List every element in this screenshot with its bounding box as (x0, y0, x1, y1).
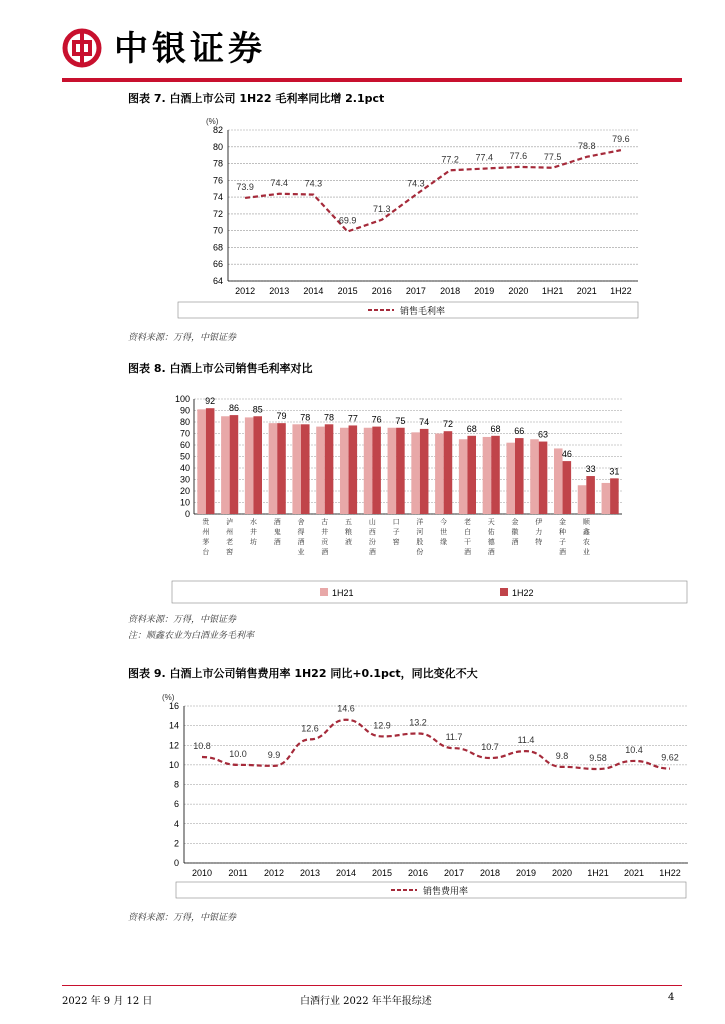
x-tick-label: 顺鑫农业 (582, 519, 590, 556)
bar-1h22 (563, 461, 572, 514)
y-tick-label: 10 (168, 759, 179, 770)
bar-1h21 (435, 434, 444, 515)
y-tick-label: 70 (179, 428, 190, 439)
bar-1h22 (420, 429, 429, 514)
page-number: 4 (668, 992, 675, 1003)
data-label: 11.4 (517, 735, 535, 746)
x-tick-label: 1H21 (541, 286, 564, 296)
legend-swatch-1h21 (320, 588, 328, 596)
data-label: 13.2 (409, 717, 427, 728)
bar-1h22 (372, 427, 381, 514)
brand-name: 中银证券 (114, 29, 266, 69)
data-label: 73.9 (236, 181, 254, 192)
bar-1h22 (610, 478, 619, 514)
bar-1h22 (253, 416, 262, 514)
bar-1h22 (277, 423, 286, 514)
data-label: 76 (371, 414, 382, 425)
data-label: 78 (324, 412, 335, 423)
data-label: 74.3 (407, 178, 425, 189)
bar-1h22 (491, 436, 500, 514)
x-tick-label: 洋河股份 (416, 519, 424, 556)
bar-1h22 (467, 436, 476, 514)
y-tick-label: 50 (179, 451, 190, 462)
figure-8-title: 图表 8. 白酒上市公司销售毛利率对比 (128, 362, 313, 375)
y-tick-label: 68 (212, 242, 223, 253)
legend-label: 销售毛利率 (400, 306, 446, 316)
data-label: 9.9 (267, 749, 281, 760)
x-tick-label: 2015 (371, 868, 393, 878)
data-label: 77 (347, 413, 358, 424)
legend-box (172, 581, 687, 603)
figure-7-source: 资料来源：万得，中银证券 (128, 333, 237, 343)
bar-1h22 (396, 428, 405, 514)
x-tick-label: 金徽酒 (511, 519, 519, 546)
data-label: 77.5 (543, 151, 562, 162)
bar-1h22 (586, 476, 595, 514)
x-tick-label: 2020 (551, 868, 573, 878)
data-label: 69.9 (338, 215, 357, 226)
x-tick-label: 2021 (576, 286, 597, 296)
data-label: 14.6 (337, 703, 355, 714)
bar-1h22 (539, 442, 548, 514)
y-tick-label: 66 (212, 259, 223, 270)
bar-1h22 (349, 425, 358, 514)
x-tick-label: 2019 (515, 868, 537, 878)
data-label: 9.8 (555, 750, 569, 761)
bar-1h22 (301, 424, 310, 514)
x-tick-label: 山西汾酒 (368, 519, 376, 556)
x-tick-label: 2013 (299, 868, 321, 878)
chart-gross-margin-trend (172, 112, 642, 324)
data-label: 92 (205, 396, 216, 407)
data-label: 10.7 (481, 742, 499, 753)
data-label: 10.4 (625, 744, 643, 755)
x-tick-label: 2013 (269, 286, 290, 296)
bar-1h21 (411, 432, 420, 514)
chart-gross-margin-comparison (170, 385, 690, 607)
y-tick-label: 0 (173, 858, 179, 868)
y-unit-label: (%) (162, 693, 175, 702)
y-tick-label: 10 (179, 497, 190, 508)
x-tick-label: 2017 (443, 868, 465, 878)
data-label: 31 (609, 466, 620, 477)
y-tick-label: 76 (212, 175, 223, 186)
figure-9-source: 资料来源：万得，中银证券 (128, 913, 237, 923)
data-label: 74.3 (304, 178, 323, 189)
y-tick-label: 0 (184, 509, 190, 519)
bar-1h22 (444, 431, 453, 514)
footer-doc-title: 白酒行业 2022 年半年报综述 (300, 996, 432, 1007)
bar-1h22 (206, 408, 215, 514)
data-label: 11.7 (445, 732, 463, 743)
x-tick-label: 2012 (235, 286, 256, 296)
bar-1h21 (506, 443, 515, 514)
x-tick-label: 2012 (263, 868, 285, 878)
data-label: 12.6 (301, 723, 319, 734)
data-label: 71.3 (372, 203, 391, 214)
figure-8-note: 注：顺鑫农业为白酒业务毛利率 (128, 631, 255, 641)
series-line (245, 150, 621, 231)
y-tick-label: 14 (168, 720, 179, 731)
data-label: 74 (419, 416, 430, 427)
y-tick-label: 70 (212, 225, 223, 236)
bar-1h22 (325, 424, 334, 514)
y-tick-label: 12 (168, 740, 179, 751)
header-rule (62, 78, 682, 82)
legend-label-1h22: 1H22 (512, 588, 534, 598)
data-label: 79.6 (612, 134, 630, 145)
bar-1h21 (340, 428, 349, 514)
bar-1h21 (364, 428, 373, 514)
y-tick-label: 90 (179, 405, 190, 416)
bar-1h21 (316, 427, 325, 514)
x-tick-label: 2014 (335, 868, 357, 878)
report-header (62, 28, 682, 78)
footer-rule (62, 985, 682, 986)
bar-1h21 (197, 409, 206, 514)
bar-1h21 (459, 439, 468, 514)
data-label: 77.2 (441, 154, 459, 165)
y-tick-label: 6 (173, 799, 179, 810)
x-tick-label: 2019 (474, 286, 495, 296)
bar-1h21 (602, 483, 611, 514)
x-tick-label: 口子窖 (392, 519, 400, 546)
x-tick-label: 今世缘 (440, 519, 448, 546)
bank-of-china-logo-icon (62, 28, 102, 68)
data-label: 10.8 (193, 741, 211, 752)
x-tick-label: 2018 (479, 868, 501, 878)
x-tick-label: 2015 (337, 286, 358, 296)
y-tick-label: 40 (179, 463, 190, 473)
data-label: 63 (538, 429, 549, 440)
data-label: 9.58 (589, 752, 607, 763)
y-unit-label: (%) (206, 117, 219, 126)
data-label: 72 (442, 419, 453, 430)
x-tick-label: 老白干酒 (463, 519, 471, 556)
bar-1h21 (483, 437, 492, 514)
data-label: 10.0 (229, 748, 247, 759)
bar-1h22 (230, 415, 239, 514)
x-tick-label: 2016 (371, 286, 392, 296)
legend-label: 销售费用率 (423, 886, 469, 896)
y-tick-label: 78 (212, 158, 223, 169)
data-label: 46 (561, 449, 572, 460)
x-tick-label: 古井贡酒 (321, 519, 329, 556)
y-tick-label: 72 (212, 208, 223, 219)
y-tick-label: 74 (212, 192, 223, 203)
x-tick-label: 2014 (303, 286, 324, 296)
data-label: 79 (276, 411, 287, 422)
data-label: 75 (395, 415, 406, 426)
bar-1h21 (388, 428, 397, 514)
y-tick-label: 16 (168, 701, 179, 711)
x-tick-label: 2016 (407, 868, 429, 878)
figure-8-source: 资料来源：万得，中银证券 (128, 615, 237, 625)
y-tick-label: 82 (212, 125, 223, 135)
data-label: 77.4 (475, 152, 494, 163)
data-label: 78.8 (577, 140, 596, 151)
x-tick-label: 水井坊 (249, 519, 257, 546)
x-tick-label: 1H21 (587, 868, 609, 878)
y-tick-label: 60 (179, 440, 190, 450)
data-label: 68 (466, 423, 477, 434)
x-tick-label: 舍得酒业 (297, 519, 305, 556)
bar-1h22 (515, 438, 524, 514)
y-tick-label: 64 (212, 276, 223, 286)
data-label: 66 (514, 426, 525, 437)
y-tick-label: 30 (179, 474, 190, 485)
bar-1h21 (221, 416, 230, 514)
x-tick-label: 2011 (228, 868, 248, 878)
data-label: 33 (585, 464, 596, 475)
x-tick-label: 金种子酒 (559, 519, 567, 556)
x-tick-label: 1H22 (610, 286, 632, 296)
y-tick-label: 80 (212, 141, 223, 152)
x-tick-label: 泸州老窖 (226, 519, 234, 556)
figure-7-title: 图表 7. 白酒上市公司 1H22 毛利率同比增 2.1pct (128, 92, 385, 105)
data-label: 77.6 (509, 150, 528, 161)
x-tick-label: 五粮液 (345, 519, 353, 546)
y-tick-label: 8 (173, 779, 179, 790)
x-tick-label: 贵州茅台 (202, 519, 210, 556)
bar-1h21 (292, 424, 301, 514)
x-tick-label: 伊力特 (535, 519, 543, 546)
x-tick-label: 2017 (405, 286, 426, 296)
bar-1h21 (530, 439, 539, 514)
x-tick-label: 2018 (440, 286, 461, 296)
y-tick-label: 100 (174, 394, 190, 404)
data-label: 12.9 (373, 720, 391, 731)
y-tick-label: 20 (179, 486, 190, 496)
x-tick-label: 天佑德酒 (487, 519, 495, 556)
data-label: 9.62 (661, 752, 679, 763)
x-tick-label: 2010 (191, 868, 213, 878)
data-label: 86 (228, 403, 239, 414)
x-tick-label: 2021 (623, 868, 645, 878)
data-label: 78 (300, 412, 311, 423)
x-tick-label: 2020 (508, 286, 529, 296)
bar-1h21 (269, 423, 278, 514)
y-tick-label: 2 (173, 838, 179, 849)
bar-1h21 (578, 485, 587, 514)
data-label: 85 (252, 404, 263, 415)
footer-date: 2022 年 9 月 12 日 (62, 996, 153, 1007)
y-tick-label: 80 (179, 417, 190, 427)
data-label: 74.4 (270, 177, 289, 188)
figure-9-title: 图表 9. 白酒上市公司销售费用率 1H22 同比+0.1pct，同比变化不大 (128, 667, 478, 680)
x-tick-label: 1H22 (659, 868, 681, 878)
bar-1h21 (245, 417, 254, 514)
chart-selling-expense-ratio (162, 690, 690, 902)
y-tick-label: 4 (173, 818, 179, 829)
data-label: 68 (490, 423, 501, 434)
legend-swatch-1h22 (500, 588, 508, 596)
x-tick-label: 酒鬼酒 (273, 519, 281, 546)
legend-label-1h21: 1H21 (332, 588, 354, 598)
